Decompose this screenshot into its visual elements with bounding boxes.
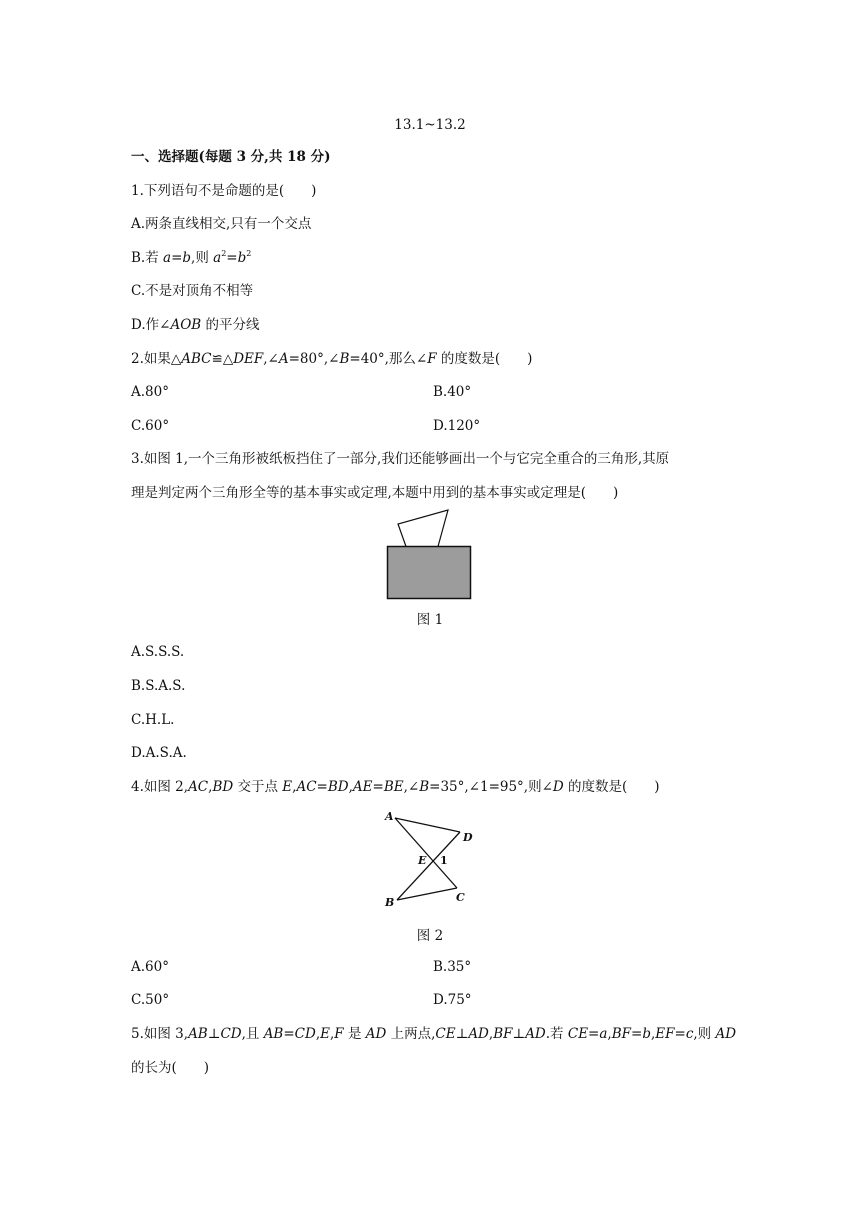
question-1-stem: 1.下列语句不是命题的是( ) [131,183,317,199]
segment-ac [395,818,457,888]
question-3-option-b: B.S.A.S. [131,678,186,694]
question-5-stem-line2: 的长为( ) [131,1060,210,1076]
label-b: B [385,896,395,909]
question-4-option-c: C.50° [131,992,170,1008]
page-title: 13.1~13.2 [394,117,466,133]
figure-2-crossed-triangles [380,806,480,910]
question-2-option-c: C.60° [131,418,170,434]
question-3-option-c: C.H.L. [131,712,175,728]
cardboard-rect [388,547,471,599]
question-2-stem: 2.如果△ABC≌△DEF,∠A=80°,∠B=40°,那么∠F 的度数是( ) [131,351,533,367]
label-1: 1 [440,854,448,867]
label-c: C [456,891,465,904]
label-d: D [463,831,473,844]
question-1-option-d: D.作∠AOB 的平分线 [131,317,260,333]
question-2-option-a: A.80° [131,384,169,400]
question-1-option-a: A.两条直线相交,只有一个交点 [131,216,312,232]
question-4-stem: 4.如图 2,AC,BD 交于点 E,AC=BD,AE=BE,∠B=35°,∠1=95°,则∠D 的度数是( ) [131,779,660,795]
question-4-option-d: D.75° [433,992,472,1008]
question-3-option-d: D.A.S.A. [131,745,187,761]
question-4-option-a: A.60° [131,959,169,975]
figure-1-cardboard-triangle [385,508,475,601]
question-3-stem-line1: 3.如图 1,一个三角形被纸板挡住了一部分,我们还能够画出一个与它完全重合的三角形,其原 [131,451,670,467]
label-a: A [385,810,394,823]
question-3-option-a: A.S.S.S. [131,644,185,660]
figure-2-caption: 图 2 [416,928,444,944]
question-1-option-c: C.不是对顶角不相等 [131,283,254,299]
question-4-option-b: B.35° [433,959,472,975]
question-1-option-b: B.若 a=b,则 $a^2=b^2$ [131,249,252,266]
label-e: E [418,854,427,867]
question-5-stem-line1: 5.如图 3,AB⊥CD,且 AB=CD,E,F 是 AD 上两点,CE⊥AD,BF⊥AD.若 CE=a,BF=b,EF=c,则 AD [131,1026,737,1042]
figure-1-caption: 图 1 [416,612,444,628]
question-3-stem-line2: 理是判定两个三角形全等的基本事实或定理,本题中用到的基本事实或定理是( ) [131,485,619,501]
triangle-visible-part [398,510,448,547]
question-2-option-b: B.40° [433,384,472,400]
section-heading: 一、选择题(每题 3 分,共 18 分) [131,149,331,165]
question-2-option-d: D.120° [433,418,481,434]
